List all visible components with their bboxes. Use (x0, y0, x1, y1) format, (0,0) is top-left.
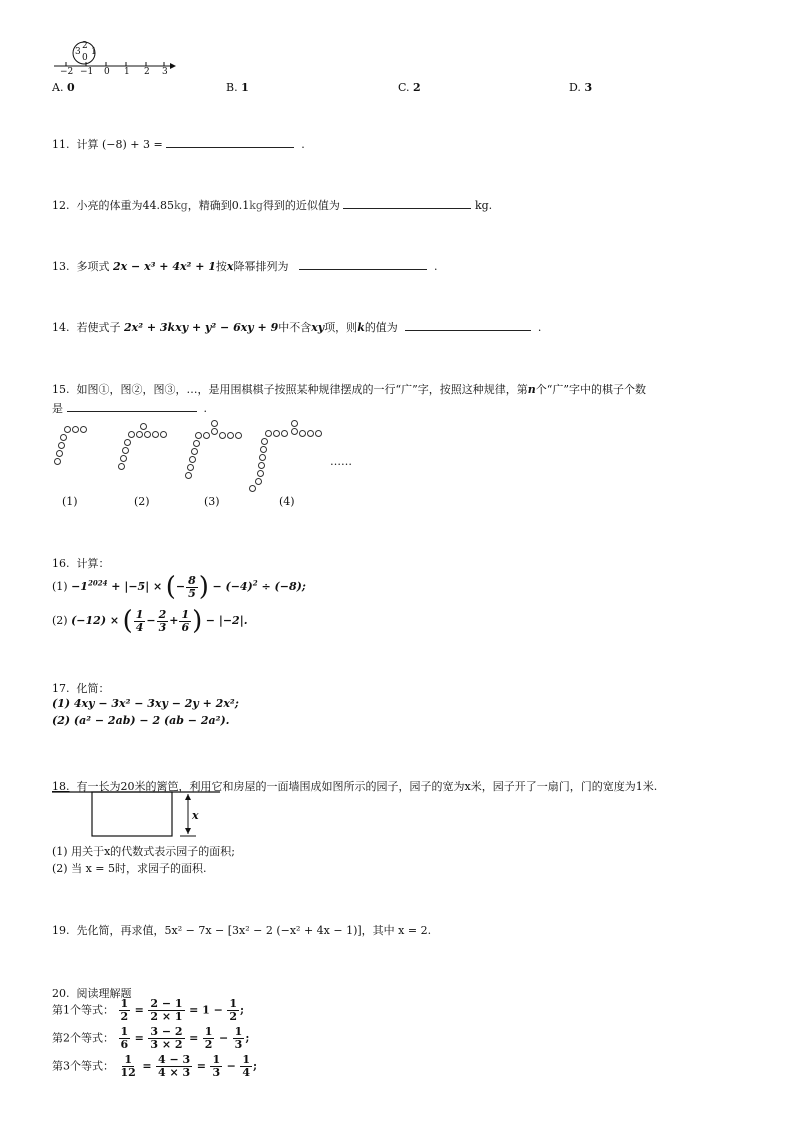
option-b[interactable]: B. 1 (226, 81, 249, 94)
figure-caption-1: (1) (62, 495, 78, 508)
question-16-part1: $(1) -1^{2024} + |-5|$ × (− $\frac{8}{5}$ ) − $(-4)^2 \div (-8)$; (52, 572, 306, 602)
tick-label: 3 (162, 67, 168, 77)
tick-label: 1 (124, 67, 130, 77)
garden-width-label: x (192, 809, 199, 822)
equation-row-2: 第2个等式： $\frac{1}{6}$ = $\frac{3 - 2}{3 \times 2}$ = $\frac{1}{2}$ − $\frac{1}{3}$ ; (52, 1025, 250, 1051)
dots-ellipsis: …… (330, 455, 352, 468)
question-11: 11. 计算 (−8) + 3 = . (52, 138, 305, 151)
question-13: 13. 多项式 2x − x³ + 4x² + 1按x降幂排列为 . (52, 260, 438, 273)
tick-label: −2 (60, 67, 74, 77)
question-20-title: 20. 阅读理解题 (52, 987, 132, 1000)
question-18-part2: (2) 当 x = 5时，求园子的面积. (52, 862, 207, 875)
circle-digit-left: 3 (75, 47, 81, 57)
answer-blank-11[interactable] (166, 147, 294, 148)
answer-blank-14[interactable] (405, 330, 531, 331)
question-12: 12. 小亮的体重为44.85kg，精确到0.1kg得到的近似值为 kg. (52, 199, 493, 212)
answer-blank-15[interactable] (67, 411, 197, 412)
circle-digit-top: 2 (82, 41, 88, 51)
question-16-part2: (2) (−12) × ( $\frac{1}{4}$ − $\frac{2}{3}$ + $\frac{1}{6}$ ) − |−2|. (52, 606, 248, 636)
question-15-line1: 15. 如图①，图②，图③，…，是用围棋棋子按照某种规律摆成的一行“广”字，按照这种规律，第n个“广”字中的棋子个数 (52, 383, 646, 396)
option-c[interactable]: C. 2 (398, 81, 421, 94)
question-14: 14. 若使式子 2x² + 3kxy + y² − 6xy + 9中不含xy项，则k的值为 . (52, 321, 542, 334)
tick-label: 0 (104, 67, 110, 77)
figure-caption-2: (2) (134, 495, 150, 508)
question-19: 19. 先化简，再求值，5x² − 7x − [3x² − 2 (−x² + 4x − 1)]，其中 x = 2. (52, 924, 432, 937)
question-15-line2: 是 . (52, 402, 207, 415)
question-17-title: 17. 化简： (52, 682, 110, 695)
answer-blank-13[interactable] (299, 269, 427, 270)
circle-digit-bottom: 0 (82, 53, 88, 63)
question-16-title: 16. 计算： (52, 557, 110, 570)
question-18: 18. 有一长为20米的篱笆，利用它和房屋的一面墙围成如图所示的园子，园子的宽为x米，园子开了一扇门，门的宽度为1米. (52, 780, 658, 793)
question-18-part1: (1) 用关于x的代数式表示园子的面积; (52, 845, 235, 858)
question-17-part2: (2) (a² − 2ab) − 2 (ab − 2a²). (52, 714, 230, 727)
tick-label: −1 (80, 67, 94, 77)
question-17-part1: (1) 4xy − 3x² − 3xy − 2y + 2x²; (52, 697, 239, 710)
answer-blank-12[interactable] (343, 208, 471, 209)
circle-digit-right: 1 (91, 47, 97, 57)
equation-row-1: 第1个等式： $\frac{1}{2}$ = $\frac{2 - 1}{2 \times 1}$ = 1 − $\frac{1}{2}$ ; (52, 997, 245, 1023)
figure-caption-4: (4) (279, 495, 295, 508)
tick-label: 2 (144, 67, 150, 77)
equation-row-3: 第3个等式： $\frac{1}{12}$ = $\frac{4 - 3}{4 \times 3}$ = $\frac{1}{3}$ − $\frac{1}{4}$ ; (52, 1053, 258, 1079)
figure-caption-3: (3) (204, 495, 220, 508)
option-d[interactable]: D. 3 (569, 81, 593, 94)
option-a[interactable]: A. 0 (52, 81, 75, 94)
